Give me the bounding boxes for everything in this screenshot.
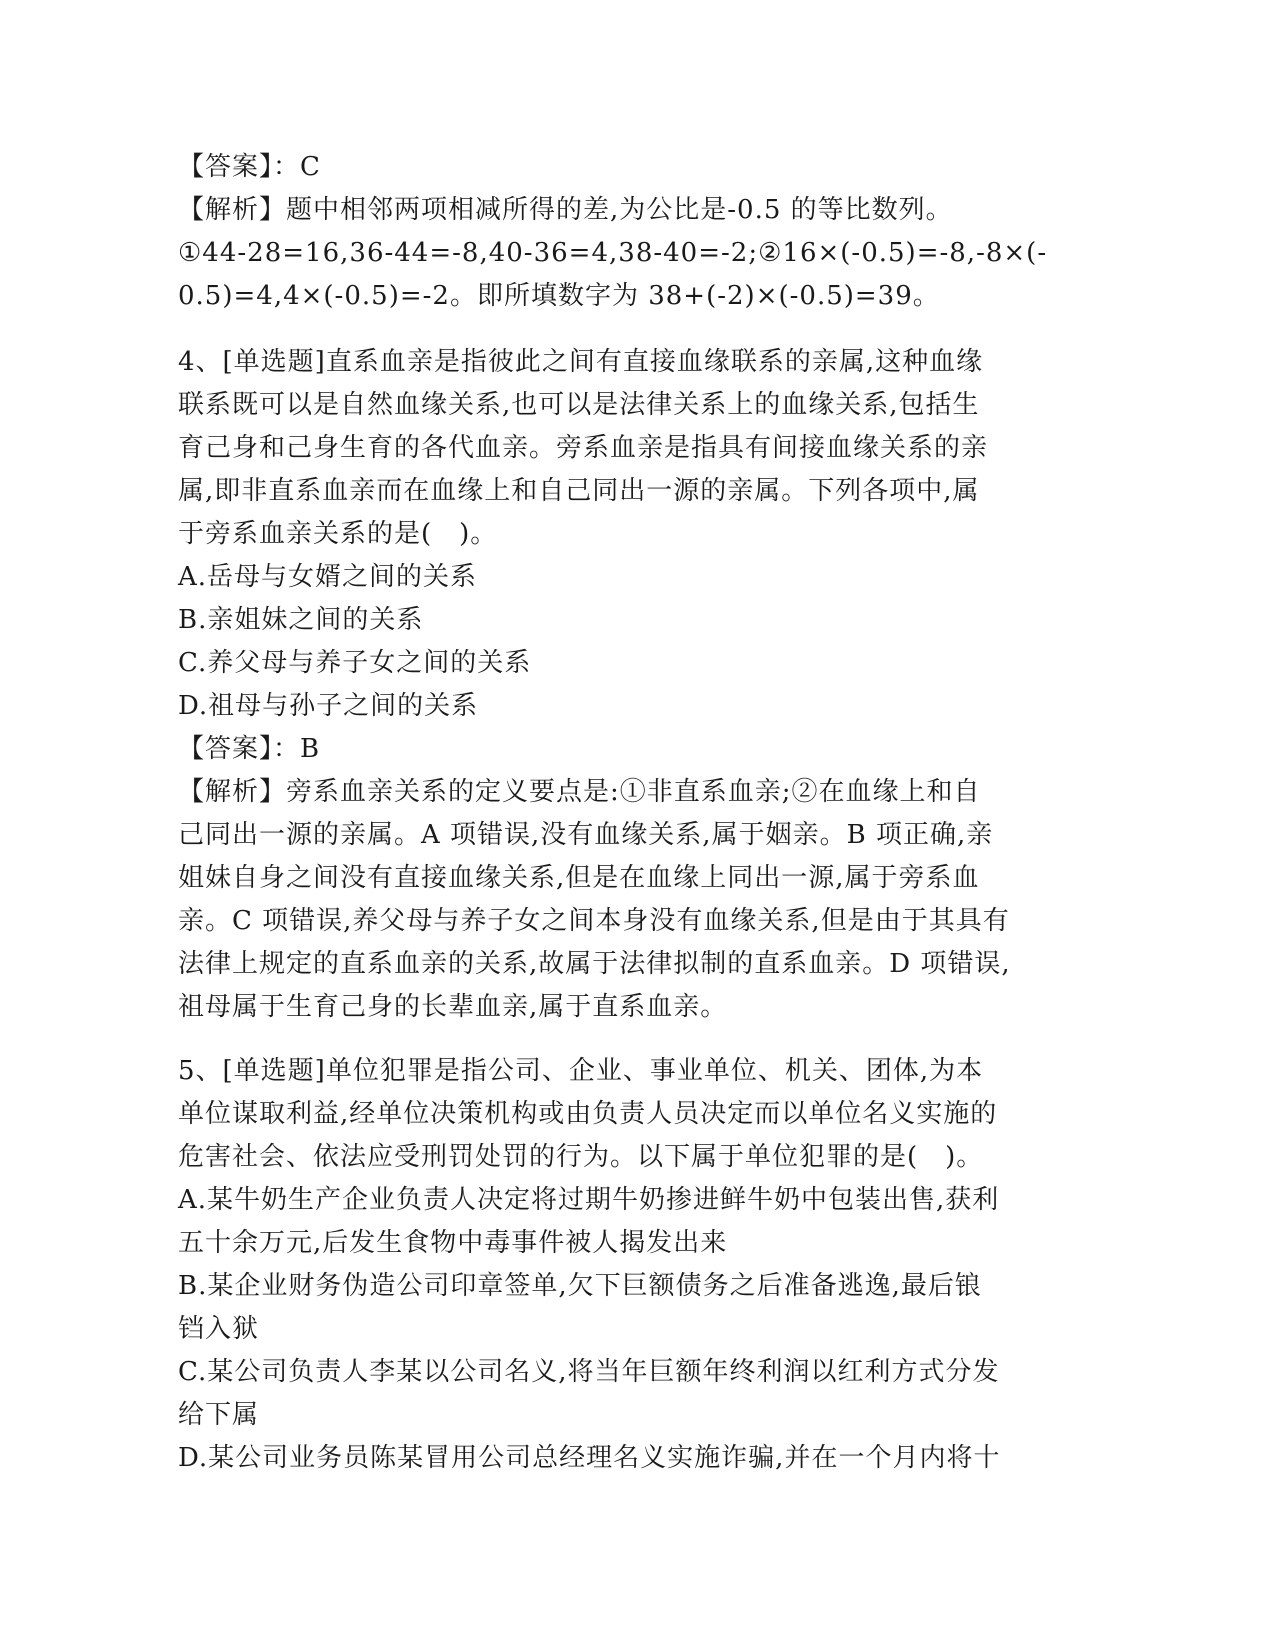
option-c: C.某公司负责人李某以公司名义,将当年巨额年终利润以红利方式分发 [178, 1357, 1000, 1387]
question-stem-line: 属,即非直系血亲而在血缘上和自己同出一源的亲属。下列各项中,属 [178, 476, 980, 506]
option-b: B.某企业财务伪造公司印章签单,欠下巨额债务之后准备逃逸,最后锒 [178, 1271, 982, 1301]
option-b: B.亲姐妹之间的关系 [178, 605, 424, 635]
question-4 [178, 341, 1078, 1029]
question-stem-line: 4、[单选题]直系血亲是指彼此之间有直接血缘联系的亲属,这种血缘 [178, 347, 984, 377]
question-stem-line: 5、[单选题]单位犯罪是指公司、企业、事业单位、机关、团体,为本 [178, 1056, 984, 1086]
option-c: C.养父母与养子女之间的关系 [178, 648, 532, 678]
answer-line: 【答案】：B [178, 734, 321, 764]
answer-line: 【答案】：C [178, 152, 321, 182]
analysis-line: ①44-28=16,36-44=-8,40-36=4,38-40=-2;②16×(-0.5)=-8,-8×(- [178, 238, 1048, 268]
option-a-continued: 五十余万元,后发生食物中毒事件被人揭发出来 [178, 1228, 728, 1258]
question-stem-line: 于旁系血亲关系的是( )。 [178, 519, 498, 549]
spacer [178, 318, 1078, 341]
analysis-line: 0.5)=4,4×(-0.5)=-2。即所填数字为 38+(-2)×(-0.5)=39。 [178, 281, 940, 311]
option-c-continued: 给下属 [178, 1400, 260, 1430]
question-stem-line: 育己身和己身生育的各代血亲。旁系血亲是指具有间接血缘关系的亲 [178, 433, 989, 463]
question-stem-line: 危害社会、依法应受刑罚处罚的行为。以下属于单位犯罪的是( )。 [178, 1142, 984, 1172]
analysis-line: 法律上规定的直系血亲的关系,故属于法律拟制的直系血亲。D 项错误, [178, 949, 1011, 979]
option-a: A.岳母与女婿之间的关系 [178, 562, 478, 592]
spacer [178, 1029, 1078, 1050]
option-a: A.某牛奶生产企业负责人决定将过期牛奶掺进鲜牛奶中包装出售,获利 [178, 1185, 1000, 1215]
analysis-line: 【解析】旁系血亲关系的定义要点是:①非直系血亲;②在血缘上和自 [178, 777, 981, 807]
analysis-line: 【解析】题中相邻两项相减所得的差,为公比是-0.5 的等比数列。 [178, 195, 953, 225]
question-stem-line: 联系既可以是自然血缘关系,也可以是法律关系上的血缘关系,包括生 [178, 390, 980, 420]
option-d: D.某公司业务员陈某冒用公司总经理名义实施诈骗,并在一个月内将十 [178, 1443, 1001, 1473]
question-stem-line: 单位谋取利益,经单位决策机构或由负责人员决定而以单位名义实施的 [178, 1099, 998, 1129]
analysis-line: 己同出一源的亲属。A 项错误,没有血缘关系,属于姻亲。B 项正确,亲 [178, 820, 994, 850]
option-d: D.祖母与孙子之间的关系 [178, 691, 479, 721]
analysis-line: 姐妹自身之间没有直接血缘关系,但是在血缘上同出一源,属于旁系血 [178, 863, 980, 893]
option-b-continued: 铛入狱 [178, 1314, 260, 1344]
analysis-line: 祖母属于生育己身的长辈血亲,属于直系血亲。 [178, 992, 728, 1022]
document-page [178, 146, 1078, 1480]
analysis-line: 亲。C 项错误,养父母与养子女之间本身没有血缘关系,但是由于其具有 [178, 906, 1010, 936]
question-3-solution [178, 146, 1078, 318]
question-5 [178, 1050, 1078, 1480]
